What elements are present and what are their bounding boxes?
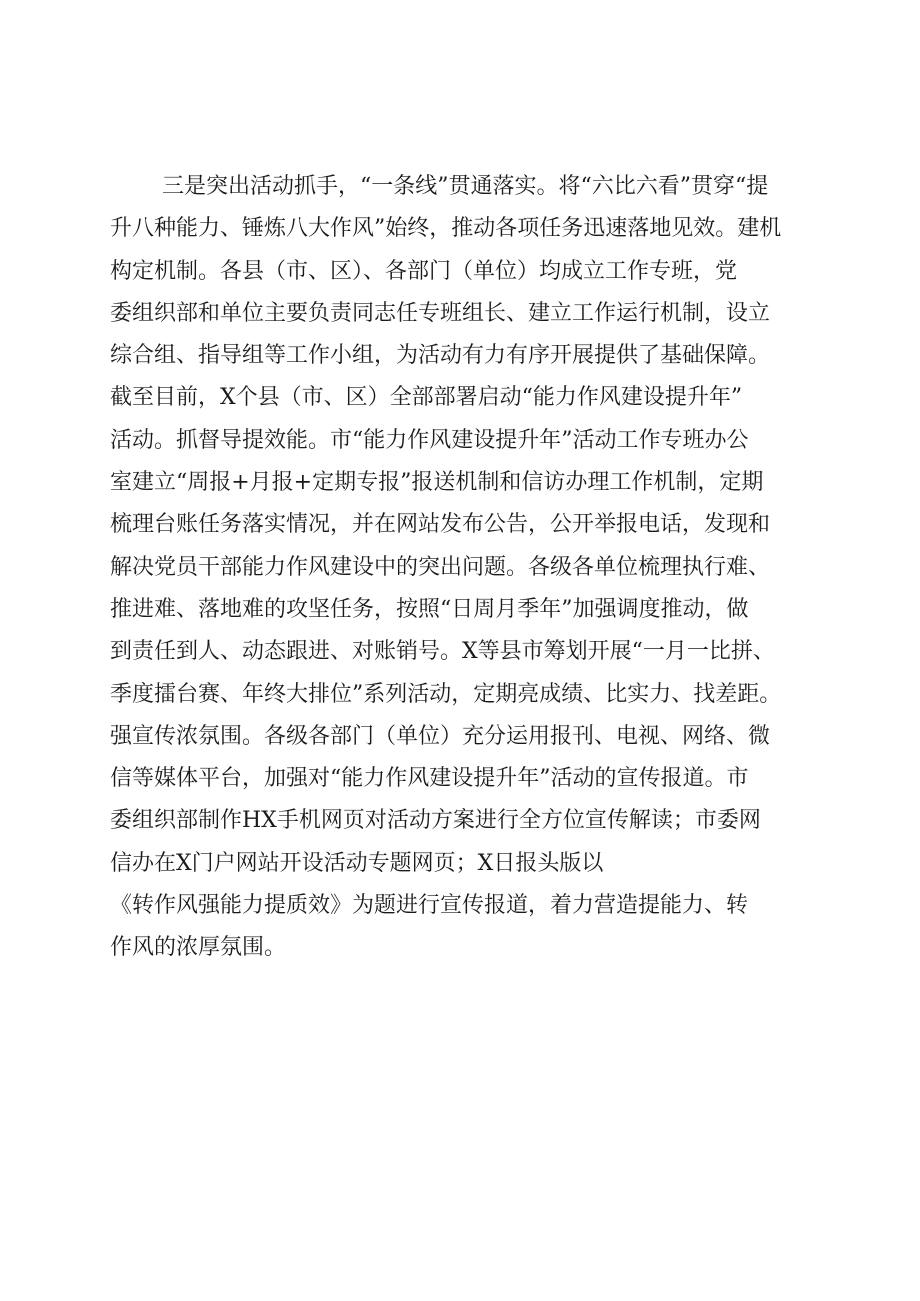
paragraph-line: 信办在X门户网站开设活动专题网页；X日报头版以 xyxy=(110,850,604,876)
paragraph-line: 梳理台账任务落实情况，并在网站发布公告，公开举报电话，发现和 xyxy=(110,512,771,538)
paragraph-line: 委组织部和单位主要负责同志任专班组长、建立工作运行机制，设立 xyxy=(110,300,771,326)
paragraph-line: 到责任到人、动态跟进、对账销号。X等县市筹划开展“一月一比拼、 xyxy=(110,639,775,665)
body-paragraph xyxy=(110,166,830,970)
paragraph-line: 三是突出活动抓手，“一条线”贯通落实。将“六比六看”贯穿“提 xyxy=(162,174,769,199)
paragraph-line: 解决党员干部能力作风建设中的突出问题。各级各单位梳理执行难、 xyxy=(110,554,771,580)
paragraph-line: 季度擂台赛、年终大排位”系列活动，定期亮成绩、比实力、找差距。 xyxy=(110,681,782,707)
paragraph-line: 强宣传浓氛围。各级各部门（单位）充分运用报刊、电视、网络、微 xyxy=(110,723,771,749)
paragraph-line: 推进难、落地难的攻坚任务，按照“日周月季年”加强调度推动，做 xyxy=(110,596,749,622)
paragraph-line: 构定机制。各县（市、区）、各部门（单位）均成立工作专班，党 xyxy=(110,258,738,284)
paragraph-line: 综合组、指导组等工作小组，为活动有力有序开展提供了基础保障。 xyxy=(110,343,771,369)
paragraph-line: 信等媒体平台，加强对“能力作风建设提升年”活动的宣传报道。市 xyxy=(110,766,749,792)
paragraph-line: 截至目前，X个县（市、区）全部部署启动“能力作风建设提升年” xyxy=(110,385,743,411)
paragraph-line: 室建立“周报+月报+定期专报”报送机制和信访办理工作机制，定期 xyxy=(110,470,764,496)
paragraph-line: 活动。抓督导提效能。市“能力作风建设提升年”活动工作专班办公 xyxy=(110,427,749,453)
paragraph-line: 委组织部制作HX手机网页对活动方案进行全方位宣传解读；市委网 xyxy=(110,808,761,834)
paragraph-line: 升八种能力、锤炼八大作风”始终，推动各项任务迅速落地见效。建机 xyxy=(110,216,782,242)
paragraph-line: 作风的浓厚氛围。 xyxy=(110,935,287,961)
paragraph-line: 《转作风强能力提质效》为题进行宣传报道，着力营造提能力、转 xyxy=(110,893,749,919)
